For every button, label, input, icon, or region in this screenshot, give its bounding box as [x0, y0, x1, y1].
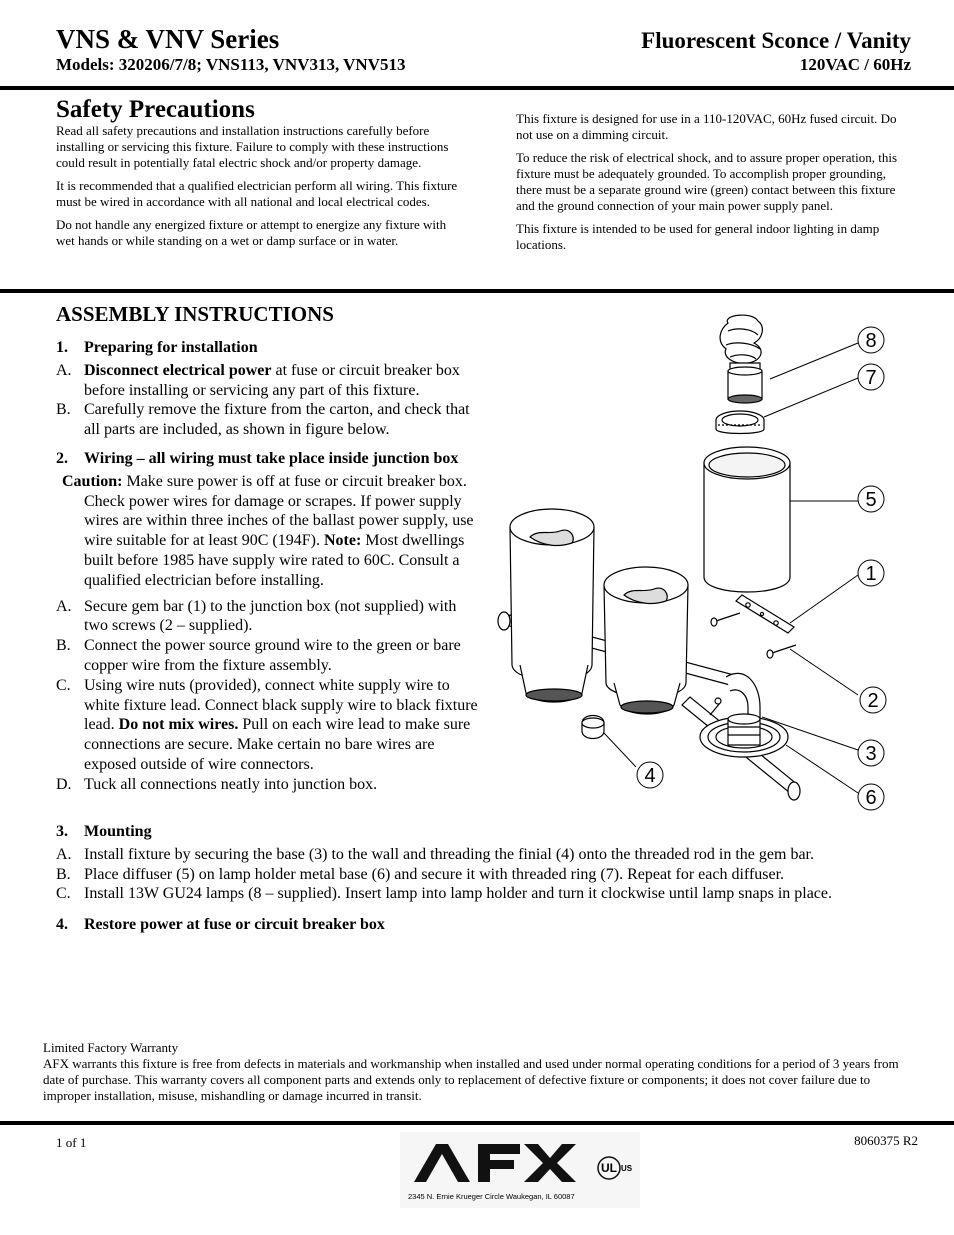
- callout-7: [858, 364, 884, 390]
- svg-text:7: 7: [865, 367, 877, 389]
- svg-text:1: 1: [865, 563, 877, 585]
- product-title: Fluorescent Sconce / Vanity: [641, 28, 911, 53]
- afx-logo-block: [400, 1132, 640, 1208]
- svg-text:2: 2: [867, 690, 879, 712]
- safety-left-column: [56, 123, 464, 256]
- callout-2: [860, 687, 886, 713]
- svg-text:6: 6: [865, 787, 877, 809]
- footer-rule: [0, 1121, 954, 1125]
- warranty-block: [43, 1040, 903, 1104]
- header-rule: [0, 86, 954, 90]
- page-number: 1 of 1: [56, 1135, 87, 1150]
- safety-paragraph: It is recommended that a qualified electrician perform all wiring. This fixture must be wired in accordance with all national and local electrical codes.: [56, 178, 458, 209]
- ul-us-label: US: [621, 1164, 633, 1173]
- callout-6: [858, 784, 884, 810]
- safety-paragraph: This fixture is intended to be used for general indoor lighting in damp locations.: [516, 221, 880, 252]
- callout-3: [858, 740, 884, 766]
- safety-paragraph: Read all safety precautions and installation instructions carefully before installing or servicing this fixture. Failure to comply with these instructions could result in potentially fatal electric shock and/or property damage.: [56, 123, 449, 170]
- ul-mark: UL: [601, 1161, 617, 1175]
- step-1a: A. Disconnect electrical power at fuse or circuit breaker box before installing or servicing any part of this fixture.: [56, 361, 460, 399]
- exploded-parts-diagram: [490, 305, 920, 815]
- warranty-title: Limited Factory Warranty: [43, 1040, 179, 1055]
- step-2a: A. Secure gem bar (1) to the junction box (not supplied) with two screws (2 – supplied).: [56, 597, 457, 635]
- assembly-title: ASSEMBLY INSTRUCTIONS: [56, 302, 334, 326]
- step-1-heading: 1. Preparing for installation: [56, 339, 258, 356]
- voltage-line: 120VAC / 60Hz: [799, 55, 911, 74]
- assembly-full-width: [56, 822, 856, 935]
- svg-text:5: 5: [865, 489, 877, 511]
- safety-paragraph: This fixture is designed for use in a 110-120VAC, 60Hz fused circuit. Do not use on a dimming circuit.: [516, 111, 897, 142]
- threaded-ring-part: [716, 411, 764, 434]
- safety-paragraph: Do not handle any energized fixture or attempt to energize any fixture with wet hands or while standing on a wet or damp surface or in water.: [56, 217, 447, 248]
- step-2-heading: 2. Wiring – all wiring must take place inside junction box: [56, 449, 459, 467]
- callout-5: [858, 486, 884, 512]
- diffuser-part: [704, 447, 790, 592]
- gem-bar-part: [736, 595, 794, 633]
- safety-rule: [0, 289, 954, 293]
- step-2c: C. Using wire nuts (provided), connect white supply wire to white fixture lead. Connect black supply wire to black fixture lead. Do not mix wires. Pull on each wire lead to make sure connections are secure. Make certain no bare wires are exposed outside of wire connectors.: [56, 676, 478, 773]
- callout-8: [858, 327, 884, 353]
- step-2b: B. Connect the power source ground wire to the green or bare copper wire from the fixture assembly.: [56, 637, 461, 674]
- step-3c: C. Install 13W GU24 lamps (8 – supplied). Insert lamp into lamp holder and turn it clockwise until lamp snaps in place.: [56, 885, 833, 903]
- diffuser-part: [510, 509, 594, 702]
- step-1b: B. Carefully remove the fixture from the carton, and check that all parts are included, as shown in figure below.: [56, 401, 470, 439]
- svg-text:8: 8: [865, 330, 877, 352]
- step-4-heading: 4. Restore power at fuse or circuit breaker box: [56, 916, 385, 934]
- step-2d: D. Tuck all connections neatly into junction box.: [56, 775, 378, 793]
- callout-1: [858, 560, 884, 586]
- safety-paragraph: To reduce the risk of electrical shock, and to assure proper operation, this fixture must be adequately grounded. To accomplish proper grounding, there must be a separate ground wire (green) contact between this fixture and the ground connection of your main power supply panel.: [516, 150, 898, 213]
- svg-text:4: 4: [644, 765, 656, 787]
- lamp-part: [720, 315, 762, 403]
- models-line: Models: 320206/7/8; VNS113, VNV313, VNV513: [56, 55, 406, 74]
- svg-text:3: 3: [865, 743, 877, 765]
- assembly-left-column: [56, 338, 478, 795]
- document-number: 8060375 R2: [854, 1133, 918, 1148]
- company-address: 2345 N. Ernie Krueger Circle Waukegan, IL 60087: [408, 1192, 575, 1201]
- safety-right-column: [516, 111, 914, 260]
- warranty-text: AFX warrants this fixture is free from defects in materials and workmanship when installed and used under normal operating conditions for a period of 3 years from date of purchase. This warranty covers all component parts and extends only to replacement of defective fixture or components; it does not cover failure due to improper installation, misuse, mishandling or damage incurred in transit.: [43, 1056, 899, 1103]
- safety-title: Safety Precautions: [56, 96, 255, 123]
- series-title: VNS & VNV Series: [56, 24, 280, 54]
- step-3b: B. Place diffuser (5) on lamp holder metal base (6) and secure it with threaded ring (7). Repeat for each diffuser.: [56, 865, 785, 883]
- caution-note: Caution: Make sure power is off at fuse or circuit breaker box. Check power wires for damage or scrapes. If power supply wires are within three inches of the ballast power supply, use wire suitable for at least 90C (194F). Note: Most dwellings built before 1985 have supply wire rated to 60C. Consult a qualified electrician before installing.: [62, 472, 474, 589]
- step-3-heading: 3. Mounting: [56, 823, 152, 840]
- diffuser-part: [604, 567, 688, 714]
- callout-4: [637, 762, 663, 788]
- step-3a: A. Install fixture by securing the base (3) to the wall and threading the finial (4) onto the threaded rod in the gem bar.: [56, 845, 814, 863]
